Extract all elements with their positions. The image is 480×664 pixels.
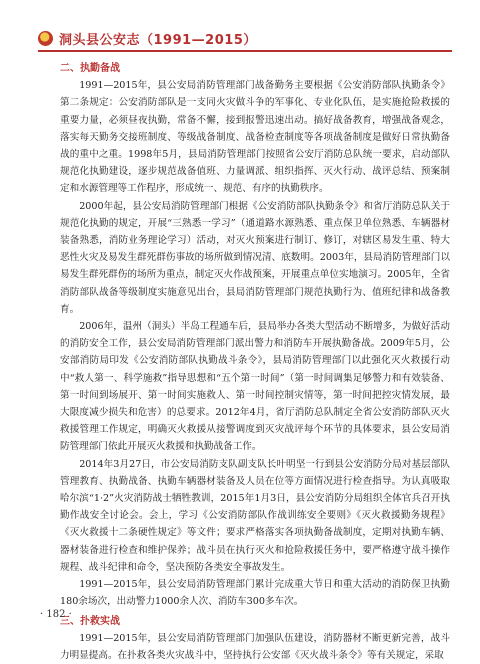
- paragraph: 1991—2015年，县公安局消防管理部门加强队伍建设，消防器材不断更新完善，战斗力明显提高。在扑救各类火灾战斗中，坚持执行公安部《灭火战斗条令》等有关规定，采取: [60, 630, 450, 664]
- page-content: [60, 58, 450, 664]
- section-title: 二、执勤备战: [60, 60, 450, 77]
- running-header: [38, 26, 452, 52]
- section-firefighting: [60, 613, 450, 664]
- paragraph: 1991—2015年，县公安局消防管理部门战备勤务主要根据《公安消防部队执勤条令》第二条规定：公安消防部队是一支同火灾做斗争的军事化、专业化队伍，是实施抢险救援的重要力量，必须昼夜执勤，常备不懈，接到报警迅速出动。搞好战备教育，增强战备观念，落实每天勤务交接班制度、等级战备制度、战备检查制度等各项战备制度是做好日常执勤备战的重中之重。1998年5月，县局消防管理部门按照省公安厅消防总队统一要求，启动部队规范化执勤建设，逐步规范战备值班、力量调派、组织指挥、灭火行动、战评总结、预案制定和水源管理等工作程序，形成统一、规范、有序的执勤秩序。: [60, 77, 450, 197]
- section-duty-readiness: [60, 60, 450, 611]
- book-title: 洞头县公安志（1991—2015）: [59, 29, 257, 48]
- paragraph: 2014年3月27日，市公安局消防支队副支队长叶明坚一行到县公安消防分局对基层部队管理教育、执勤战备、执勤车辆器材装备及人员在位等方面情况进行检查指导。为认真吸取哈尔滨“1·2”火灾消防战士牺牲教训，2015年1月3日，县公安消防分局组织全体官兵召开执勤作战安全讨论会。会上，学习《公安消防部队作战训练安全要则》《灭火救援勤务规程》《灭火救援十二条硬性规定》等文件；要求严格落实各项执勤备战制度，定期对执勤车辆、器材装备进行检查和维护保养；战斗员在执行灭火和抢险救援任务中，要严格遵守战斗操作规程、战斗纪律和命令，坚决预防各类安全事故发生。: [60, 456, 450, 576]
- police-emblem-icon: [38, 31, 53, 46]
- section-title: 三、扑救实战: [60, 613, 450, 630]
- paragraph: 2000年起，县公安局消防管理部门根据《公安消防部队执勤条令》和省厅消防总队关于规范化执勤的规定，开展“三熟悉一学习”（通道路水源熟悉、重点保卫单位熟悉、车辆器材装备熟悉，消防业务理论学习）活动，对灭火预案进行制订、修订，对辖区易发生重、特大恶性火灾及易发生群死群伤事故的场所做到情况清、底数明。2003年，县局消防管理部门以易发生群死群伤的场所为重点，制定灭火作战预案，开展重点单位实地演习。2005年，全省消防部队战备等级制度实施意见出台，县局消防管理部门规范执勤行为、值班纪律和战备教育。: [60, 198, 450, 318]
- paragraph: 2006年，温州（洞头）半岛工程通车后，县局举办各类大型活动不断增多，为做好活动的消防安全工作，县公安局消防管理部门派出警力和消防车开展执勤备战。2009年5月，公安部消防局印发《公安消防部队执勤战斗条令》，县局消防管理部门以此强化灭火救援行动中“救人第一、科学施救”指导思想和“五个第一时间”（第一时间调集足够警力和有效装备、第一时间到场展开、第一时间实施救人、第一时间控制灾情等，第一时间把控灾情发展，最大限度减少损失和危害）的总要求。2012年4月，省厅消防总队制定全省公安消防部队灭火救援管理工作规定，明确灭火救援从接警调度到灭灾战评每个环节的具体要求，县公安局消防管理部门依此开展灭火救援和执勤战备工作。: [60, 318, 450, 456]
- page-number: · 182 ·: [40, 609, 72, 620]
- paragraph: 1991—2015年，县公安局消防管理部门累计完成重大节日和重大活动的消防保卫执勤180余场次，出动警力1000余人次、消防车300多车次。: [60, 576, 450, 610]
